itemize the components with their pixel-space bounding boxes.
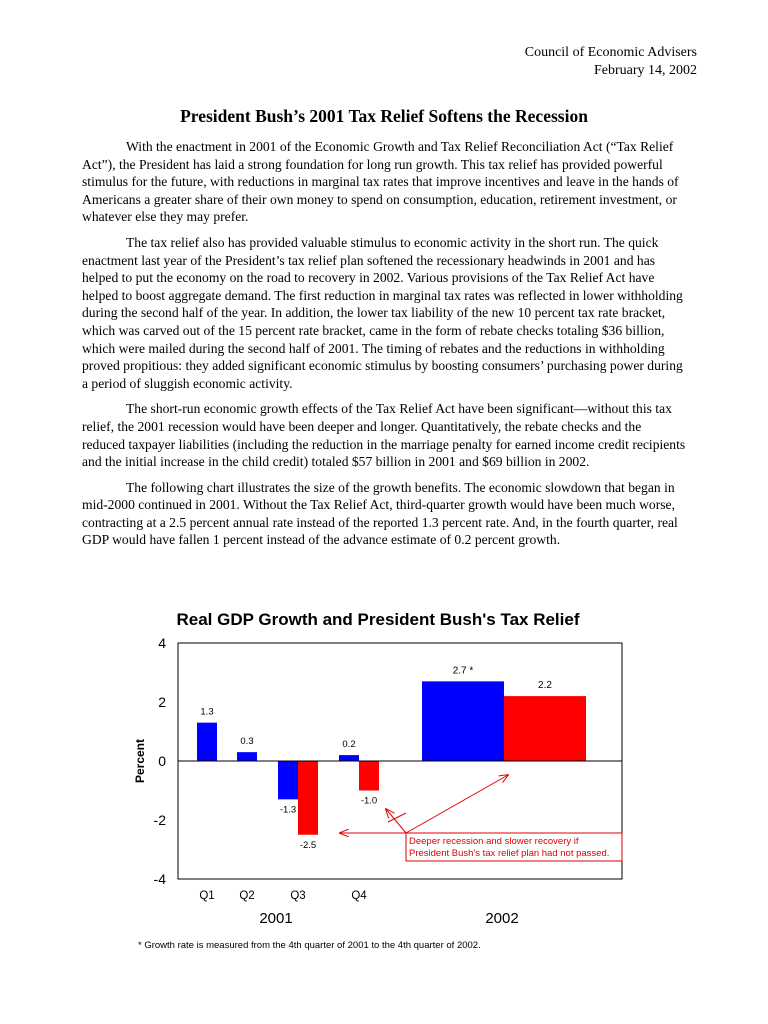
x-tick-label: Q4 — [351, 890, 367, 902]
document-title: President Bush’s 2001 Tax Relief Softens the Recession — [180, 106, 588, 126]
y-tick-label: 2 — [158, 694, 166, 710]
bar-without-relief-3 — [359, 761, 379, 791]
x-axis-ticks — [199, 890, 367, 902]
y-axis-label: Percent — [133, 738, 147, 784]
data-label: -2.5 — [299, 839, 317, 851]
body-text — [82, 138, 687, 557]
data-label: 2.7 * — [452, 665, 474, 677]
y-tick-label: -2 — [153, 812, 166, 828]
x-tick-label: Q2 — [239, 890, 255, 902]
bar-actual-4 — [422, 681, 504, 761]
org-name: Council of Economic Advisers — [524, 45, 697, 60]
letterhead — [525, 44, 697, 80]
bar-without-relief-4 — [504, 696, 586, 761]
year-label: 2001 — [259, 910, 293, 927]
bar-actual-2 — [278, 761, 298, 799]
bar-actual-0 — [197, 723, 217, 761]
year-group-labels — [259, 910, 518, 927]
y-tick-label: 4 — [158, 635, 166, 651]
paragraph-4: The following chart illustrates the size of the growth benefits. The economic slowdown that began in mid-2000 continued in 2001. Without the Tax Relief Act, third-quarter growth would have been much worse, contracting at a 2.5 percent annual rate instead of the reported 1.3 percent rate. And, in the fourth quarter, real GDP would have fallen 1 percent instead of the advance estimate of 0.2 percent growth. — [82, 479, 678, 548]
chart-title: Real GDP Growth and President Bush's Tax Relief — [176, 610, 580, 629]
data-label: 0.2 — [342, 739, 356, 751]
bar-actual-3 — [339, 755, 359, 761]
bars — [197, 681, 586, 834]
annotation-line-1: Deeper recession and slower recovery if — [409, 836, 579, 847]
bar-without-relief-2 — [298, 761, 318, 835]
y-tick-label: -4 — [153, 871, 166, 887]
data-label: -1.3 — [279, 804, 297, 816]
paragraph-2: The tax relief also has provided valuable stimulus to economic activity in the short run. The quick enactment last year of the President’s tax relief plan softened the recessionary headwinds in 2001 and has helped to put the economy on the road to recovery in 2002. Various provisions of the Tax Relief Act have helped to boost aggregate demand. The first reduction in marginal tax rates was reflected in lower withholding during the second half of the year. In addition, the lower tax liability of the new 10 percent tax rate bracket, which was carved out of the 15 percent rate bracket, came in the form of rebate checks totaling $36 billion, which were mailed during the second half of 2001. The timing of rebates and the reductions in withholding proved propitious: they added significant economic stimulus by boosting consumers’ purchasing power during a period of sluggish economic activity. — [82, 234, 683, 391]
y-tick-label: 0 — [158, 753, 166, 769]
paragraph-3: The short-run economic growth effects of the Tax Relief Act have been significant—without this tax relief, the 2001 recession would have been deeper and longer. Quantitatively, the rebate checks and the reduced taxpayer liabilities (including the reduction in the marriage penalty for earned income credit recipients and the initial increase in the child credit) totaled $57 billion in 2001 and $69 billion in 2002. — [82, 401, 686, 470]
data-label: 2.2 — [538, 680, 552, 692]
gdp-chart — [120, 603, 660, 963]
x-tick-label: Q3 — [290, 890, 306, 902]
annotation — [340, 775, 622, 861]
chart-footnote: * Growth rate is measured from the 4th quarter of 2001 to the 4th quarter of 2002. — [138, 940, 481, 951]
doc-date: February 14, 2002 — [593, 63, 697, 78]
y-axis-ticks — [154, 635, 167, 887]
annotation-arrow-2002 — [406, 775, 508, 833]
bar-actual-1 — [237, 752, 257, 761]
chart-svg — [120, 603, 660, 963]
data-label: 1.3 — [200, 706, 214, 718]
data-label: -1.0 — [360, 795, 378, 807]
data-label: 0.3 — [240, 736, 254, 748]
x-tick-label: Q1 — [199, 890, 215, 902]
paragraph-1: With the enactment in 2001 of the Economic Growth and Tax Relief Reconciliation Act (“Tax Relief Act”), the President has laid a strong foundation for long run growth. This tax relief has provided powerful stimulus for the future, with reductions in marginal tax rates that improve incentives and leave in the hands of Americans a greater share of their own money to spend on consumption, education, retirement investment, or whatever else they may prefer. — [82, 139, 679, 225]
year-label: 2002 — [485, 910, 519, 927]
annotation-line-2: President Bush's tax relief plan had not passed. — [409, 848, 610, 859]
